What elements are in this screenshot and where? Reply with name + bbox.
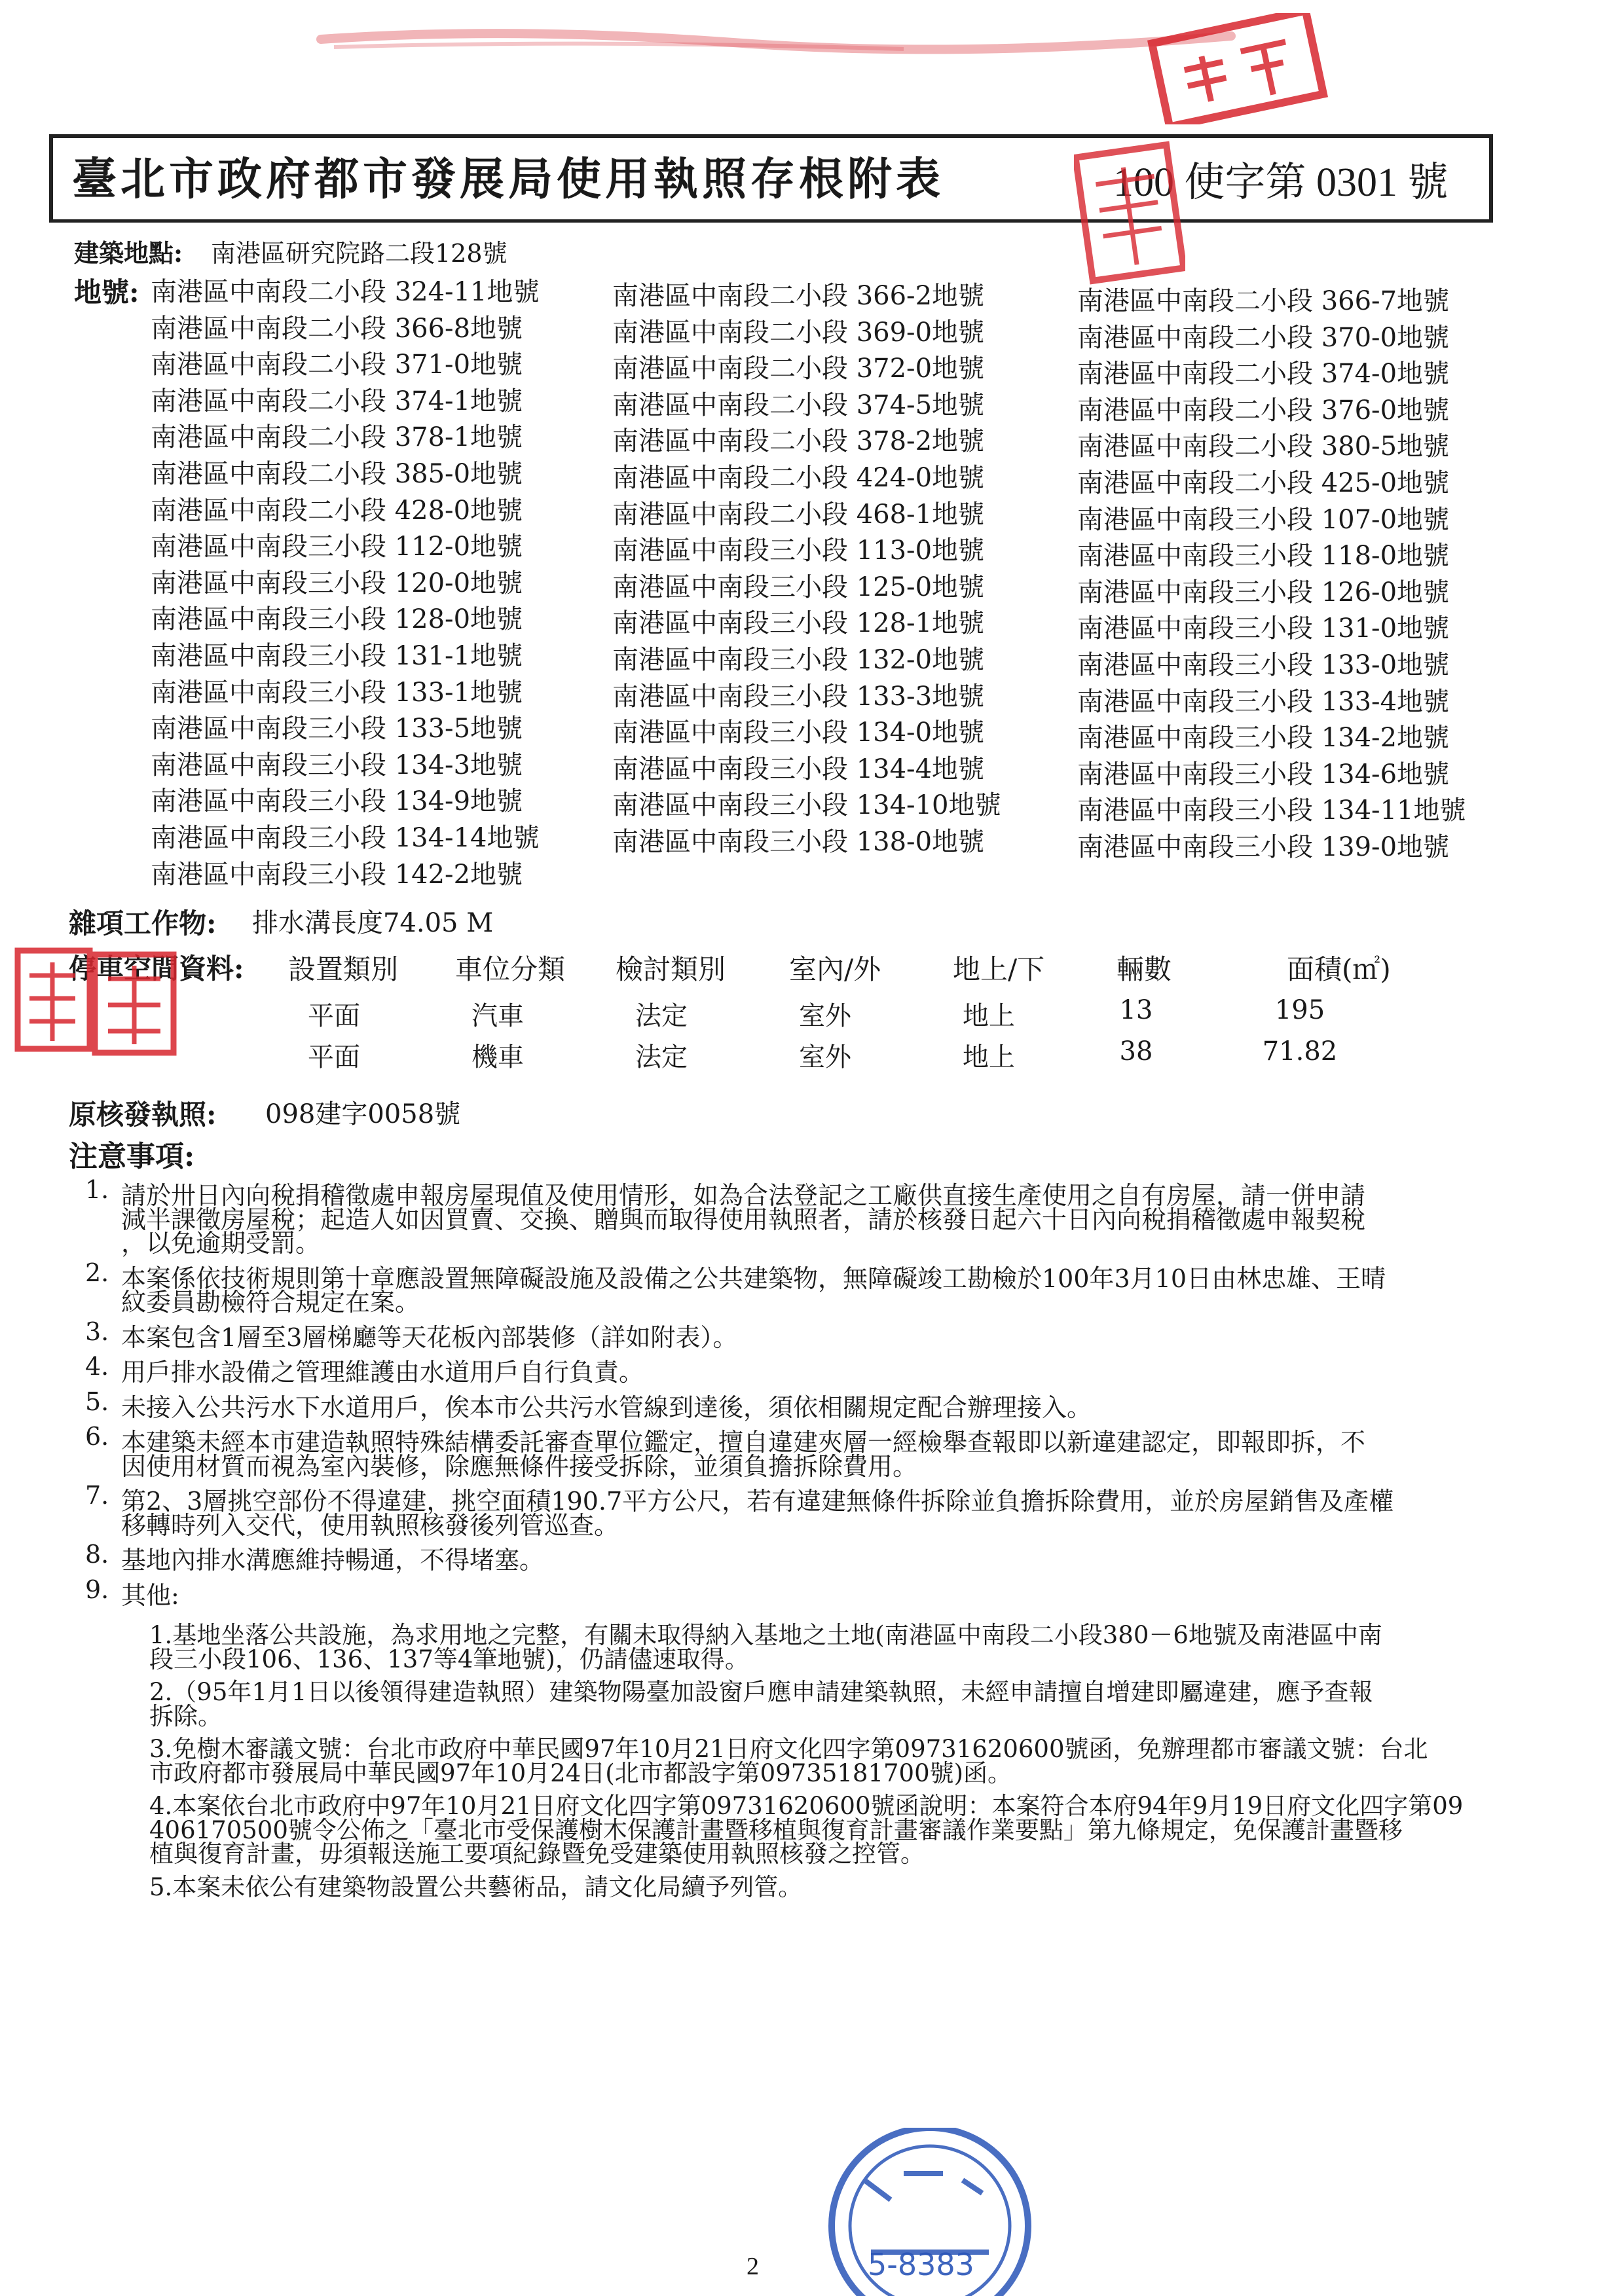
note-number: 6.	[85, 1422, 109, 1451]
lot-item: 南港區中南段三小段 133-0地號	[1077, 650, 1450, 680]
parking-cell: 195	[1274, 995, 1325, 1025]
lot-item: 南港區中南段三小段 134-2地號	[1077, 723, 1450, 754]
lot-item: 南港區中南段二小段 380-5地號	[1077, 431, 1450, 462]
parking-header: 檢討類別	[616, 953, 726, 985]
other-note-line: 段三小段106、136、137等4筆地號)，仍請儘速取得。	[149, 1645, 749, 1673]
note-number: 2.	[85, 1258, 109, 1287]
lot-item: 南港區中南段二小段 366-8地號	[151, 313, 523, 344]
lot-item: 南港區中南段二小段 371-0地號	[151, 350, 523, 380]
parking-cell: 71.82	[1262, 1036, 1338, 1066]
lot-item: 南港區中南段二小段 425-0地號	[1077, 468, 1450, 498]
note-number: 9.	[85, 1575, 109, 1604]
parking-cell: 平面	[308, 1001, 360, 1031]
other-note-line: 1.基地坐落公共設施，為求用地之完整，有關未取得納入基地之土地(南港區中南段二小段380－6地號及南港區中南	[149, 1621, 1382, 1649]
lot-item: 南港區中南段二小段 468-1地號	[612, 499, 985, 530]
misc-works-label: 雜項工作物:	[69, 907, 217, 939]
parking-header: 設置類別	[288, 953, 399, 985]
lot-item: 南港區中南段二小段 376-0地號	[1077, 395, 1450, 426]
note-number: 7.	[85, 1481, 109, 1510]
svg-text:5-8383: 5-8383	[868, 2247, 974, 2282]
lot-item: 南港區中南段三小段 132-0地號	[612, 645, 985, 675]
parking-cell: 地上	[963, 1001, 1015, 1031]
lot-item: 南港區中南段三小段 134-6地號	[1077, 759, 1450, 790]
note-line: 第2、3層挑空部份不得違建，挑空面積190.7平方公尺，若有違建無條件拆除並負擔拆除費用，並於房屋銷售及產權	[121, 1487, 1394, 1516]
lot-item: 南港區中南段二小段 370-0地號	[1077, 322, 1450, 353]
lot-item: 南港區中南段二小段 378-2地號	[612, 426, 985, 457]
parking-cell: 平面	[308, 1042, 360, 1072]
lot-item: 南港區中南段三小段 134-3地號	[151, 750, 523, 780]
lot-item: 南港區中南段二小段 369-0地號	[612, 317, 985, 348]
lot-item: 南港區中南段三小段 133-4地號	[1077, 686, 1450, 717]
lot-item: 南港區中南段三小段 134-0地號	[612, 718, 985, 748]
left-red-seal	[10, 943, 180, 1074]
lot-item: 南港區中南段二小段 372-0地號	[612, 354, 985, 384]
parking-header: 地上/下	[953, 953, 1045, 985]
lot-item: 南港區中南段二小段 366-2地號	[612, 281, 985, 311]
page-title: 臺北市政府都市發展局使用執照存根附表	[72, 153, 945, 206]
other-note-line: 4.本案依台北市政府中97年10月21日府文化四字第09731620600號函說明：本案符合本府94年9月19日府文化四字第09	[149, 1792, 1464, 1820]
other-note-line: 2.（95年1月1日以後領得建造執照）建築物陽臺加設窗戶應申請建築執照，未經申請擅自增建即屬違建，應予查報	[149, 1678, 1373, 1706]
lot-item: 南港區中南段三小段 112-0地號	[151, 532, 523, 562]
parking-cell: 汽車	[471, 1001, 524, 1031]
note-number: 1.	[85, 1175, 109, 1204]
note-number: 8.	[85, 1540, 109, 1569]
title-red-seal	[1074, 141, 1185, 285]
parking-cell: 室外	[799, 1001, 851, 1031]
note-line: 本建築未經本市建造執照特殊結構委託審查單位鑑定，擅自違建夾層一經檢舉查報即以新違建認定，即報即拆，不	[121, 1428, 1366, 1457]
lot-item: 南港區中南段三小段 142-2地號	[151, 859, 523, 890]
lot-item: 南港區中南段三小段 118-0地號	[1077, 541, 1450, 572]
note-line: 用戶排水設備之管理維護由水道用戶自行負責。	[121, 1358, 644, 1387]
lot-item: 南港區中南段二小段 378-1地號	[151, 422, 523, 453]
lot-item: 南港區中南段三小段 134-4地號	[612, 754, 985, 784]
note-line: 基地內排水溝應維持暢通，不得堵塞。	[121, 1546, 545, 1575]
note-line: 請於卅日內向稅捐稽徵處申報房屋現值及使用情形，如為合法登記之工廠供直接生產使用之自有房屋，請一併申請	[121, 1181, 1366, 1210]
parking-header: 輛數	[1116, 953, 1172, 985]
lot-item: 南港區中南段三小段 113-0地號	[612, 536, 985, 566]
lot-item: 南港區中南段二小段 385-0地號	[151, 459, 523, 489]
note-line: 移轉時列入交代，使用執照核發後列管巡查。	[121, 1510, 619, 1540]
other-note-line: 3.免樹木審議文號：台北市政府中華民國97年10月21日府文化四字第09731620600號函，免辦理都市審議文號：台北	[149, 1735, 1428, 1763]
other-note-line: 市政府都市發展局中華民國97年10月24日(北市都設字第09735181700號)函。	[149, 1758, 1012, 1787]
note-line: 紋委員勘檢符合規定在案。	[121, 1288, 420, 1317]
original-permit-label: 原核發執照:	[69, 1099, 217, 1131]
lot-item: 南港區中南段三小段 134-14地號	[151, 823, 540, 853]
lot-item: 南港區中南段三小段 107-0地號	[1077, 504, 1450, 535]
other-note-line: 植與復育計畫，毋須報送施工要項紀錄暨免受建築使用執照核發之控管。	[149, 1840, 925, 1868]
misc-works-value: 排水溝長度74.05 M	[252, 908, 494, 938]
lot-item: 南港區中南段二小段 428-0地號	[151, 495, 523, 526]
lot-item: 南港區中南段二小段 374-1地號	[151, 386, 523, 416]
other-note-line: 5.本案未依公有建築物設置公共藝術品，請文化局續予列管。	[149, 1872, 803, 1901]
parking-cell: 13	[1119, 995, 1153, 1025]
note-number: 3.	[85, 1317, 109, 1346]
parking-header: 室內/外	[789, 953, 881, 985]
lot-item: 南港區中南段三小段 134-9地號	[151, 786, 523, 817]
lot-item: 南港區中南段三小段 134-10地號	[612, 790, 1001, 821]
note-line: ，以免逾期受罰。	[121, 1229, 321, 1258]
parking-cell: 38	[1119, 1036, 1153, 1066]
page-number: 2	[747, 2253, 759, 2280]
lot-item: 南港區中南段三小段 128-1地號	[612, 608, 985, 639]
note-line: 未接入公共污水下水道用戶，俟本市公共污水管線到達後，須依相關規定配合辦理接入。	[121, 1393, 1092, 1422]
address-label: 建築地點:	[74, 238, 183, 268]
note-line: 其他:	[121, 1580, 179, 1610]
other-note-line: 拆除。	[149, 1702, 222, 1730]
note-number: 4.	[85, 1352, 109, 1381]
lot-item: 南港區中南段三小段 120-0地號	[151, 568, 523, 598]
lot-item: 南港區中南段二小段 424-0地號	[612, 463, 985, 493]
parking-cell: 機車	[471, 1042, 524, 1072]
lot-item: 南港區中南段三小段 139-0地號	[1077, 832, 1450, 862]
lot-item: 南港區中南段三小段 133-1地號	[151, 677, 523, 708]
top-stamp-trace	[314, 13, 1244, 59]
note-line: 本案係依技術規則第十章應設置無障礙設施及設備之公共建築物，無障礙竣工勘檢於100年3月10日由林忠雄、王晴	[121, 1264, 1386, 1293]
top-right-red-seal	[1139, 13, 1336, 124]
lot-item: 南港區中南段三小段 133-3地號	[612, 681, 985, 712]
lot-item: 南港區中南段三小段 134-11地號	[1077, 795, 1466, 826]
lot-item: 南港區中南段三小段 131-0地號	[1077, 613, 1450, 644]
lot-item: 南港區中南段三小段 138-0地號	[612, 827, 985, 857]
lot-item: 南港區中南段三小段 133-5地號	[151, 714, 523, 744]
lot-item: 南港區中南段二小段 374-5地號	[612, 390, 985, 420]
lot-item: 南港區中南段二小段 374-0地號	[1077, 359, 1450, 390]
lot-item: 南港區中南段二小段 324-11地號	[151, 277, 540, 307]
permit-number: 100 使字第 0301 號	[1113, 160, 1449, 205]
note-number: 5.	[85, 1387, 109, 1416]
notes-label: 注意事項:	[69, 1140, 195, 1173]
note-line: 減半課徵房屋稅；起造人如因買賣、交換、贈與而取得使用執照者，請於核發日起六十日內向稅捐稽徵處申報契稅	[121, 1205, 1366, 1234]
original-permit-value: 098建字0058號	[265, 1099, 461, 1129]
parking-header: 車位分類	[455, 953, 566, 985]
lot-item: 南港區中南段二小段 366-7地號	[1077, 286, 1450, 316]
lots-label: 地號:	[74, 276, 139, 308]
parking-cell: 室外	[799, 1042, 851, 1072]
parking-cell: 法定	[635, 1001, 688, 1031]
parking-cell: 法定	[635, 1042, 688, 1072]
lot-item: 南港區中南段三小段 131-1地號	[151, 641, 523, 671]
parking-cell: 地上	[963, 1042, 1015, 1072]
lot-item: 南港區中南段三小段 125-0地號	[612, 572, 985, 602]
address-value: 南港區研究院路二段128號	[211, 239, 507, 268]
bottom-blue-seal	[805, 2128, 1054, 2296]
other-note-line: 406170500號令公佈之「臺北市受保護樹木保護計畫暨移植與復育計畫審議作業要點」第九條規定，免保護計畫暨移	[149, 1815, 1403, 1844]
note-line: 因使用材質而視為室內裝修，除應無條件接受拆除，並須負擔拆除費用。	[121, 1451, 918, 1481]
note-line: 本案包含1層至3層梯廳等天花板內部裝修（詳如附表）。	[121, 1322, 738, 1352]
parking-header: 面積(㎡)	[1287, 953, 1391, 985]
parking-label: 停車空間資料:	[69, 953, 244, 985]
lot-item: 南港區中南段三小段 128-0地號	[151, 604, 523, 635]
lot-item: 南港區中南段三小段 126-0地號	[1077, 577, 1450, 608]
